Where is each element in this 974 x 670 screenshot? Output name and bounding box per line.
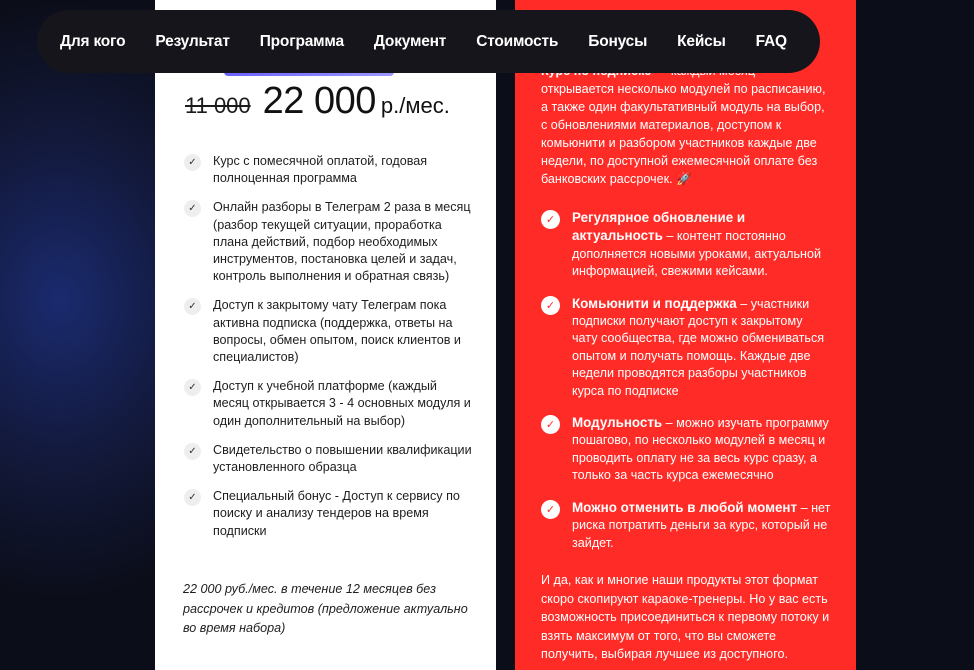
check-circle-icon: ✓ bbox=[541, 210, 560, 229]
benefit-item bbox=[541, 499, 831, 552]
benefit-item bbox=[541, 295, 831, 400]
benefit-text: – можно изучать программу пошагово, по несколько модулей в месяц и проводить оплату не за весь курс сразу, а только за часть курса ежемесячно bbox=[572, 416, 829, 483]
feature-item bbox=[184, 297, 476, 366]
subscription-intro-text: открывается несколько модулей по расписанию, а также один факультативный модуль на выбор, с обновлениями материалов, доступом к комьюнити и разбором участников каждые две недели, по доступной ежемесячной оплате без банковских рассрочек. 🚀 bbox=[541, 82, 826, 186]
current-price: 22 000 bbox=[262, 80, 376, 122]
benefit-title: Регулярное обновление и актуальность bbox=[572, 210, 746, 244]
check-icon: ✓ bbox=[184, 298, 201, 315]
benefit-title: Комьюнити и поддержка bbox=[572, 295, 737, 311]
nav-item-faq[interactable]: FAQ bbox=[755, 32, 787, 50]
feature-text: Онлайн разборы в Телеграм 2 раза в месяц (разбор текущей ситуации, проработка плана действий, подбор необходимых инструментов, постановка целей и задач, контроль выполнения и обратная связь) bbox=[213, 200, 471, 284]
feature-item bbox=[184, 442, 476, 476]
price-row bbox=[185, 80, 450, 123]
benefit-body bbox=[572, 499, 831, 552]
check-circle-icon: ✓ bbox=[541, 415, 560, 434]
feature-list bbox=[184, 153, 476, 552]
nav-item-for-whom[interactable]: Для кого bbox=[60, 32, 126, 50]
check-icon: ✓ bbox=[184, 200, 201, 217]
feature-text: Курс с помесячной оплатой, годовая полноценная программа bbox=[213, 154, 428, 186]
nav-item-result[interactable]: Результат bbox=[155, 32, 230, 50]
benefit-item bbox=[541, 209, 831, 281]
feature-item bbox=[184, 199, 476, 285]
feature-item bbox=[184, 488, 476, 540]
benefit-text: – контент постоянно дополняется новыми уроками, актуальной информацией, свежими кейсами. bbox=[572, 229, 822, 279]
benefit-body bbox=[572, 295, 831, 400]
nav-item-cases[interactable]: Кейсы bbox=[677, 32, 726, 50]
price-period: р./мес. bbox=[380, 93, 450, 118]
benefit-text: – нет риска потратить деньги за курс, который не зайдет. bbox=[572, 500, 831, 550]
nav-item-program[interactable]: Программа bbox=[259, 32, 344, 50]
nav-item-bonuses[interactable]: Бонусы bbox=[588, 32, 648, 50]
nav-item-price[interactable]: Стоимость bbox=[476, 32, 559, 50]
benefit-item bbox=[541, 414, 831, 485]
feature-text: Доступ к закрытому чату Телеграм пока активна подписка (поддержка, ответы на вопросы, обмен опытом, поиск клиентов и специалистов) bbox=[213, 298, 461, 365]
old-price: 11 000 bbox=[185, 93, 251, 118]
benefit-body bbox=[572, 209, 831, 281]
subscription-outro: И да, как и многие наши продукты этот формат скоро скопируют караоке-тренеры. Но у вас есть возможность присоединиться к первому потоку и взять максимум от того, что вы сможете получить, выбирая лучшее из доступного. bbox=[541, 573, 830, 662]
nav-item-document[interactable]: Документ bbox=[373, 32, 447, 50]
check-icon: ✓ bbox=[184, 443, 201, 460]
feature-text: Свидетельство о повышении квалификации установленного образца bbox=[213, 442, 472, 475]
check-circle-icon: ✓ bbox=[541, 500, 560, 519]
feature-item bbox=[184, 378, 476, 430]
benefit-title: Модульность bbox=[572, 415, 663, 431]
subscription-intro bbox=[541, 62, 831, 188]
feature-text: Специальный бонус - Доступ к сервису по поиску и анализу тендеров на время подписки bbox=[213, 489, 460, 538]
feature-item bbox=[184, 153, 476, 187]
benefit-text: – участники подписки получают доступ к закрытому чату сообщества, где можно обмениваться опытом и получать помощь. Каждые две недели проводятся разборы участников курса по подписке bbox=[572, 296, 825, 398]
benefit-list bbox=[541, 209, 831, 566]
top-navigation bbox=[37, 10, 820, 73]
check-icon: ✓ bbox=[184, 489, 201, 506]
benefit-body bbox=[572, 414, 831, 485]
price-note: 22 000 руб./мес. в течение 12 месяцев без рассрочек и кредитов (предложение актуально во время набора) bbox=[183, 582, 468, 635]
check-icon: ✓ bbox=[184, 154, 201, 171]
feature-text: Доступ к учебной платформе (каждый месяц открывается 3 - 4 основных модуля и один дополнительный на выбор) bbox=[213, 379, 471, 428]
check-icon: ✓ bbox=[184, 379, 201, 396]
benefit-title: Можно отменить в любой момент bbox=[572, 499, 798, 515]
check-circle-icon: ✓ bbox=[541, 296, 560, 315]
